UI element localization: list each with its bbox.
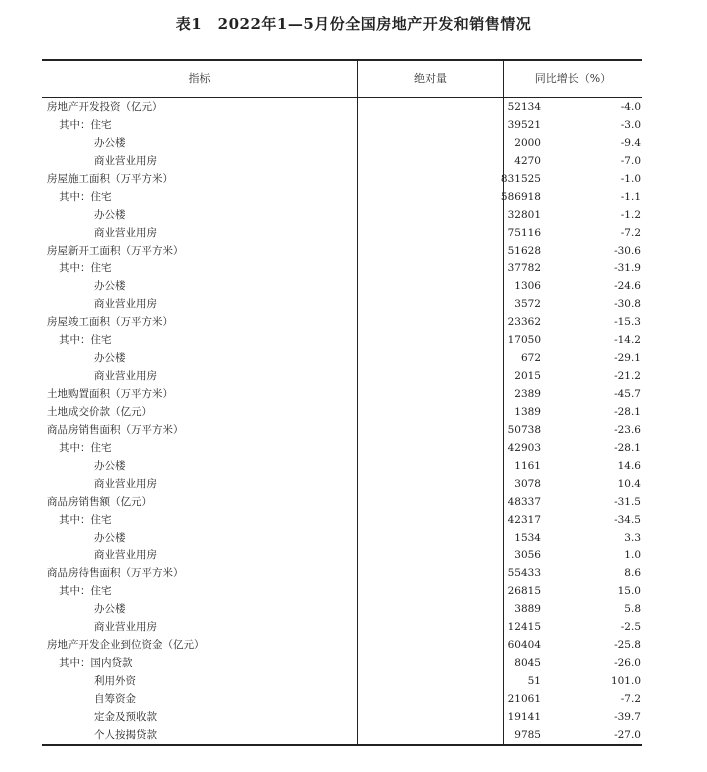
row-absolute-value: 21061 xyxy=(507,692,541,705)
row-absolute-value: 75116 xyxy=(507,226,541,239)
row-growth-value: -3.0 xyxy=(620,118,641,131)
row-growth-value: -31.9 xyxy=(614,262,641,275)
table-row xyxy=(42,547,642,565)
row-growth-value: -34.5 xyxy=(614,513,641,526)
row-absolute-value: 26815 xyxy=(507,585,541,598)
row-growth-value: 14.6 xyxy=(617,459,641,472)
row-label: 定金及预收款 xyxy=(94,710,157,723)
row-label: 办公楼 xyxy=(94,208,126,221)
row-label: 办公楼 xyxy=(94,531,126,544)
row-growth-value: -31.5 xyxy=(614,495,641,508)
row-growth-value: -7.0 xyxy=(620,154,641,167)
row-absolute-value: 672 xyxy=(520,352,541,365)
table-row xyxy=(42,709,642,727)
table-row xyxy=(42,260,642,278)
row-label: 办公楼 xyxy=(94,280,126,293)
row-growth-value: -1.2 xyxy=(620,208,641,221)
row-label: 其中：住宅 xyxy=(59,262,112,275)
row-growth-value: 5.8 xyxy=(624,603,641,616)
table-row xyxy=(42,512,642,530)
table-row xyxy=(42,135,642,153)
table-row xyxy=(42,727,642,745)
table-row xyxy=(42,153,642,171)
table-row xyxy=(42,278,642,296)
row-absolute-value: 23362 xyxy=(507,316,541,329)
row-absolute-value: 48337 xyxy=(507,495,541,508)
row-label: 办公楼 xyxy=(94,352,126,365)
row-label: 房屋新开工面积（万平方米） xyxy=(47,244,184,257)
row-label: 商品房销售额（亿元） xyxy=(47,495,152,508)
row-label: 办公楼 xyxy=(94,136,126,149)
row-absolute-value: 52134 xyxy=(507,101,541,113)
table-row xyxy=(42,583,642,601)
row-absolute-value: 1534 xyxy=(514,531,541,544)
row-label: 土地成交价款（亿元） xyxy=(47,405,152,418)
row-absolute-value: 831525 xyxy=(500,172,541,185)
header-absolute: 绝对量 xyxy=(414,72,447,85)
row-absolute-value: 9785 xyxy=(514,728,541,741)
table-row xyxy=(42,225,642,243)
table-row xyxy=(42,655,642,673)
row-label: 房地产开发企业到位资金（亿元） xyxy=(47,639,205,652)
row-label: 个人按揭贷款 xyxy=(94,728,157,741)
table-row xyxy=(42,494,642,512)
row-label: 土地购置面积（万平方米） xyxy=(47,388,173,400)
table-row xyxy=(42,458,642,476)
row-growth-value: -7.2 xyxy=(620,226,641,239)
row-absolute-value: 42317 xyxy=(507,513,541,526)
row-growth-value: -39.7 xyxy=(614,710,641,723)
row-absolute-value: 55433 xyxy=(507,567,541,580)
table-row xyxy=(42,637,642,655)
row-growth-value: -2.5 xyxy=(620,621,641,634)
row-label: 其中：住宅 xyxy=(59,513,112,526)
table-title: 表1 2022年1—5月份全国房地产开发和销售情况 xyxy=(175,15,532,33)
row-absolute-value: 3889 xyxy=(514,603,541,616)
row-growth-value: -45.7 xyxy=(614,388,641,400)
row-label: 其中：住宅 xyxy=(59,190,112,203)
row-label: 其中：住宅 xyxy=(59,334,112,347)
row-label: 商业营业用房 xyxy=(94,226,157,239)
table-row xyxy=(42,422,642,440)
table-row xyxy=(42,619,642,637)
row-growth-value: -28.1 xyxy=(614,441,641,454)
row-absolute-value: 60404 xyxy=(507,639,541,652)
table-row xyxy=(42,386,642,404)
row-label: 商业营业用房 xyxy=(94,298,157,311)
table-row xyxy=(42,314,642,332)
row-absolute-value: 50738 xyxy=(507,423,541,436)
table-row xyxy=(42,332,642,350)
table-row xyxy=(42,476,642,494)
table-row xyxy=(42,189,642,207)
header-indicator: 指标 xyxy=(188,72,211,85)
row-absolute-value: 42903 xyxy=(507,441,541,454)
row-growth-value: -25.8 xyxy=(614,639,641,652)
row-growth-value: -4.0 xyxy=(620,101,641,113)
table-row xyxy=(42,565,642,583)
table-row xyxy=(42,296,642,314)
row-growth-value: -1.0 xyxy=(620,172,641,185)
row-absolute-value: 1161 xyxy=(514,459,541,472)
row-growth-value: -21.2 xyxy=(614,370,641,383)
row-label: 办公楼 xyxy=(94,459,126,472)
row-label: 其中：住宅 xyxy=(59,118,112,131)
row-label: 商业营业用房 xyxy=(94,370,157,383)
row-absolute-value: 17050 xyxy=(507,334,541,347)
table-row xyxy=(42,99,642,117)
row-absolute-value: 3078 xyxy=(514,477,541,490)
table-row xyxy=(42,243,642,261)
row-label: 商业营业用房 xyxy=(94,549,157,562)
row-absolute-value: 51 xyxy=(527,675,541,687)
table-row xyxy=(42,601,642,619)
row-label: 自筹资金 xyxy=(94,692,136,705)
row-absolute-value: 51628 xyxy=(507,244,541,257)
row-label: 房地产开发投资（亿元） xyxy=(47,101,163,113)
row-label: 商业营业用房 xyxy=(94,154,157,167)
row-growth-value: -28.1 xyxy=(614,405,641,418)
row-absolute-value: 8045 xyxy=(514,657,541,670)
row-absolute-value: 1389 xyxy=(514,405,541,418)
row-absolute-value: 19141 xyxy=(507,710,541,723)
row-absolute-value: 39521 xyxy=(507,118,541,131)
header-growth: 同比增长（%） xyxy=(534,72,612,85)
row-growth-value: -14.2 xyxy=(614,334,641,347)
row-label: 办公楼 xyxy=(94,603,126,616)
row-growth-value: -27.0 xyxy=(614,728,641,741)
row-growth-value: 101.0 xyxy=(610,675,641,687)
row-label: 商业营业用房 xyxy=(94,621,157,634)
row-growth-value: -15.3 xyxy=(614,316,641,329)
row-absolute-value: 37782 xyxy=(507,262,541,275)
row-growth-value: -26.0 xyxy=(614,657,641,670)
table-row xyxy=(42,171,642,189)
row-growth-value: -30.8 xyxy=(614,298,641,311)
row-absolute-value: 4270 xyxy=(514,154,541,167)
row-growth-value: -23.6 xyxy=(614,423,641,436)
row-label: 商业营业用房 xyxy=(94,477,157,490)
row-label: 其中：住宅 xyxy=(59,585,112,598)
table-row xyxy=(42,207,642,225)
row-growth-value: -1.1 xyxy=(620,190,641,203)
row-label: 商品房待售面积（万平方米） xyxy=(47,567,184,580)
row-absolute-value: 586918 xyxy=(500,190,541,203)
table-body xyxy=(42,99,642,745)
row-absolute-value: 3056 xyxy=(514,549,541,562)
row-growth-value: 10.4 xyxy=(617,477,641,490)
row-growth-value: -7.2 xyxy=(620,692,641,705)
row-growth-value: 8.6 xyxy=(624,567,641,580)
row-absolute-value: 32801 xyxy=(507,208,541,221)
table-row xyxy=(42,350,642,368)
row-absolute-value: 12415 xyxy=(507,621,541,634)
row-label: 商品房销售面积（万平方米） xyxy=(47,423,184,436)
row-label: 利用外资 xyxy=(94,675,136,687)
row-absolute-value: 2015 xyxy=(514,370,541,383)
row-growth-value: 1.0 xyxy=(624,549,641,562)
row-absolute-value: 1306 xyxy=(514,280,541,293)
table-row xyxy=(42,673,642,691)
row-label: 房屋施工面积（万平方米） xyxy=(47,172,173,185)
row-growth-value: -30.6 xyxy=(614,244,641,257)
row-absolute-value: 2000 xyxy=(514,136,541,149)
row-growth-value: -9.4 xyxy=(620,136,641,149)
table-row xyxy=(42,440,642,458)
row-label: 其中：国内贷款 xyxy=(59,657,133,670)
row-label: 房屋竣工面积（万平方米） xyxy=(47,316,173,329)
table-row xyxy=(42,368,642,386)
table-row xyxy=(42,117,642,135)
row-growth-value: 15.0 xyxy=(617,585,641,598)
row-growth-value: 3.3 xyxy=(624,531,641,544)
row-label: 其中：住宅 xyxy=(59,441,112,454)
table-header-rule xyxy=(42,97,642,98)
row-growth-value: -24.6 xyxy=(614,280,641,293)
table-row xyxy=(42,530,642,548)
table-row xyxy=(42,404,642,422)
table-row xyxy=(42,691,642,709)
row-absolute-value: 3572 xyxy=(514,298,541,311)
row-growth-value: -29.1 xyxy=(614,352,641,365)
row-absolute-value: 2389 xyxy=(514,388,541,400)
